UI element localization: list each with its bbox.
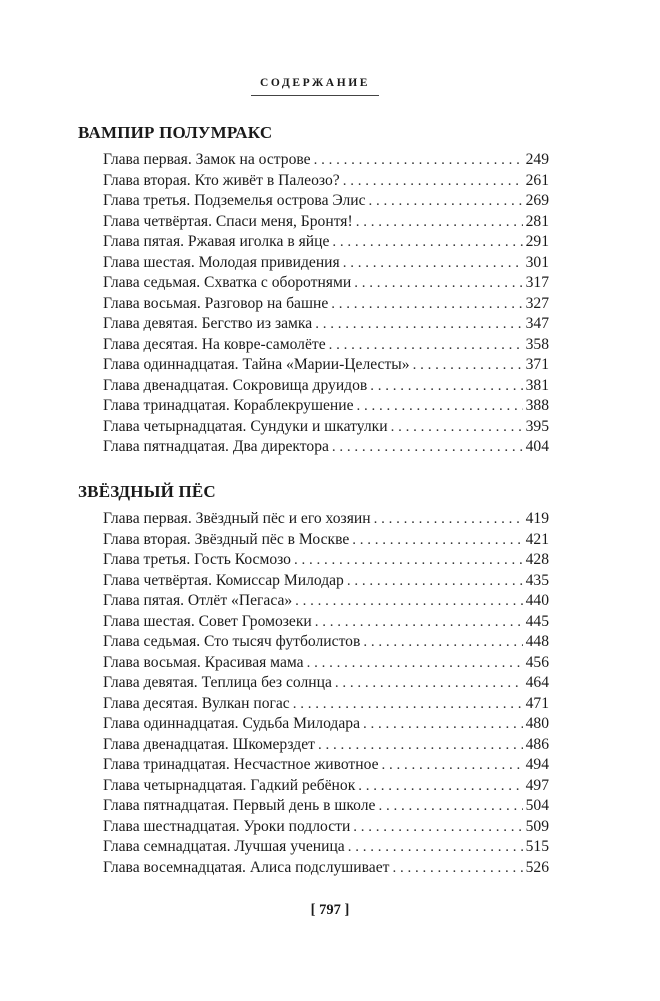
toc-entry-page: 435	[525, 571, 549, 589]
toc-entry-title: Глава семнадцатая. Лучшая ученица	[103, 838, 345, 855]
toc-entry-title: Глава пятая. Ржавая иголка в яйце	[103, 233, 330, 250]
toc-entry	[103, 796, 549, 817]
toc-entry	[103, 396, 549, 417]
dot-leader	[356, 212, 523, 233]
toc-entry-page: 480	[525, 715, 549, 732]
toc-entry-title: Глава четвёртая. Спаси меня, Бронтя!	[103, 212, 353, 230]
dot-leader	[363, 632, 522, 653]
toc-entry-page: 504	[525, 797, 549, 814]
toc-entry-title: Глава седьмая. Сто тысяч футболистов	[103, 633, 361, 650]
dot-leader	[392, 858, 522, 879]
dot-leader	[332, 437, 523, 458]
toc-entry	[103, 714, 549, 735]
running-head-rule	[251, 95, 379, 96]
toc-entry	[103, 417, 549, 438]
toc-entry-title: Глава пятнадцатая. Два директора	[103, 438, 329, 455]
toc-entry	[103, 550, 549, 571]
toc-entry-page: 486	[525, 735, 549, 753]
toc-entry-page: 428	[525, 551, 549, 568]
toc-entry-title: Глава четвёртая. Комиссар Милодар	[103, 571, 344, 589]
toc-entry-page: 509	[525, 817, 549, 835]
toc-entry-title: Глава девятая. Бегство из замка	[103, 315, 313, 332]
toc-entry-title: Глава седьмая. Схватка с оборотнями	[103, 274, 352, 291]
toc-entry-page: 291	[525, 233, 549, 250]
toc-entry-page: 347	[525, 315, 549, 332]
toc-entry	[103, 150, 549, 171]
dot-leader	[307, 653, 523, 674]
toc-entry	[103, 530, 549, 551]
toc-entry-page: 317	[525, 274, 549, 291]
toc-entry-title: Глава четырнадцатая. Сундуки и шкатулки	[103, 417, 388, 435]
toc-entry-page: 471	[525, 694, 549, 712]
toc-entry-page: 371	[525, 356, 549, 373]
toc-entry	[103, 694, 549, 715]
toc-entry-title: Глава восьмая. Красивая мама	[103, 653, 304, 671]
dot-leader	[352, 530, 522, 551]
dot-leader	[343, 171, 523, 192]
toc-entry-page: 464	[525, 674, 549, 691]
dot-leader	[363, 714, 523, 735]
toc-entry-title: Глава тринадцатая. Несчастное животное	[103, 756, 379, 773]
dot-leader	[293, 694, 523, 715]
toc-entry-title: Глава третья. Подземелья острова Элис	[103, 192, 366, 209]
toc-entry-title: Глава вторая. Звёздный пёс в Москве	[103, 530, 350, 548]
toc-entry-page: 381	[525, 376, 549, 394]
toc-entry-title: Глава десятая. На ковре-самолёте	[103, 335, 326, 353]
toc-entry-title: Глава шестая. Молодая привидения	[103, 253, 340, 271]
dot-leader	[314, 150, 523, 171]
dot-leader	[358, 776, 522, 797]
toc-entry	[103, 212, 549, 233]
toc-entry	[103, 509, 549, 530]
toc-entry	[103, 817, 549, 838]
toc-entry-page: 497	[525, 776, 549, 794]
dot-leader	[318, 735, 523, 756]
toc-entry	[103, 837, 549, 858]
page-number: [ 797 ]	[310, 902, 350, 918]
toc-list-section-2	[103, 509, 549, 878]
toc-entry	[103, 355, 549, 376]
toc-entry-page: 281	[525, 212, 549, 230]
toc-entry-page: 358	[525, 335, 549, 353]
toc-entry-title: Глава вторая. Кто живёт в Палеозо?	[103, 171, 340, 189]
running-head-label: СОДЕРЖАНИЕ	[259, 77, 371, 89]
dot-leader	[357, 396, 523, 417]
toc-entry	[103, 314, 549, 335]
dot-leader	[354, 273, 522, 294]
toc-entry	[103, 294, 549, 315]
toc-entry-title: Глава тринадцатая. Кораблекрушение	[103, 397, 354, 414]
toc-entry-page: 301	[525, 253, 549, 271]
dot-leader	[378, 796, 522, 817]
toc-entry-page: 440	[525, 592, 549, 609]
toc-entry-page: 395	[525, 417, 549, 435]
toc-entry-title: Глава восемнадцатая. Алиса подслушивает	[103, 858, 390, 876]
toc-entry	[103, 191, 549, 212]
toc-entry	[103, 437, 549, 458]
toc-entry	[103, 273, 549, 294]
toc-entry-title: Глава двенадцатая. Сокровища друидов	[103, 376, 368, 394]
toc-entry-page: 494	[525, 756, 549, 773]
toc-entry	[103, 335, 549, 356]
toc-entry-page: 526	[525, 858, 549, 876]
dot-leader	[382, 755, 523, 776]
toc-entry-title: Глава одиннадцатая. Тайна «Марии-Целесты»	[103, 356, 410, 373]
toc-entry-title: Глава третья. Гость Космозо	[103, 551, 291, 568]
dot-leader	[315, 612, 523, 633]
dot-leader	[391, 417, 523, 438]
toc-entry	[103, 591, 549, 612]
toc-entry-title: Глава первая. Замок на острове	[103, 151, 311, 168]
toc-entry-page: 456	[525, 653, 549, 671]
dot-leader	[370, 376, 522, 397]
toc-entry	[103, 376, 549, 397]
toc-entry-title: Глава первая. Звёздный пёс и его хозяин	[103, 510, 371, 527]
dot-leader	[294, 550, 523, 571]
dot-leader	[335, 673, 523, 694]
dot-leader	[331, 294, 522, 315]
dot-leader	[343, 253, 523, 274]
section-title-1: ВАМПИР ПОЛУМРАКС	[78, 123, 273, 142]
toc-entry	[103, 735, 549, 756]
toc-entry	[103, 858, 549, 879]
toc-entry-page: 448	[525, 633, 549, 650]
running-head	[250, 77, 380, 96]
toc-entry-title: Глава двенадцатая. Шкомерздет	[103, 735, 315, 753]
toc-entry-title: Глава четырнадцатая. Гадкий ребёнок	[103, 776, 356, 794]
toc-entry-title: Глава пятая. Отлёт «Пегаса»	[103, 592, 293, 609]
toc-entry	[103, 171, 549, 192]
dot-leader	[369, 191, 523, 212]
toc-entry-page: 515	[525, 838, 549, 855]
toc-entry	[103, 653, 549, 674]
toc-entry-page: 388	[525, 397, 549, 414]
toc-entry	[103, 632, 549, 653]
toc-entry-page: 327	[525, 294, 549, 312]
toc-entry	[103, 673, 549, 694]
dot-leader	[315, 314, 522, 335]
toc-entry-page: 269	[525, 192, 549, 209]
toc-entry	[103, 253, 549, 274]
toc-entry	[103, 776, 549, 797]
toc-entry	[103, 755, 549, 776]
toc-entry-title: Глава шестая. Совет Громозеки	[103, 612, 312, 630]
dot-leader	[374, 509, 523, 530]
dot-leader	[353, 817, 522, 838]
dot-leader	[347, 571, 523, 592]
dot-leader	[348, 837, 523, 858]
dot-leader	[413, 355, 523, 376]
toc-entry	[103, 571, 549, 592]
toc-entry	[103, 612, 549, 633]
toc-entry-page: 249	[525, 151, 549, 168]
toc-entry-title: Глава шестнадцатая. Уроки подлости	[103, 817, 351, 835]
toc-entry-title: Глава пятнадцатая. Первый день в школе	[103, 797, 376, 814]
dot-leader	[332, 232, 522, 253]
section-title-2: ЗВЁЗДНЫЙ ПЁС	[78, 482, 216, 501]
dot-leader	[329, 335, 523, 356]
toc-entry-page: 421	[525, 530, 549, 548]
toc-entry-title: Глава десятая. Вулкан погас	[103, 694, 290, 712]
toc-entry-page: 445	[525, 612, 549, 630]
toc-entry-page: 419	[525, 510, 549, 527]
toc-entry	[103, 232, 549, 253]
toc-list-section-1	[103, 150, 549, 458]
toc-entry-title: Глава одиннадцатая. Судьба Милодара	[103, 715, 360, 732]
toc-entry-title: Глава восьмая. Разговор на башне	[103, 294, 329, 312]
toc-entry-page: 261	[525, 171, 549, 189]
dot-leader	[295, 591, 522, 612]
toc-entry-page: 404	[525, 438, 549, 455]
toc-entry-title: Глава девятая. Теплица без солнца	[103, 674, 332, 691]
